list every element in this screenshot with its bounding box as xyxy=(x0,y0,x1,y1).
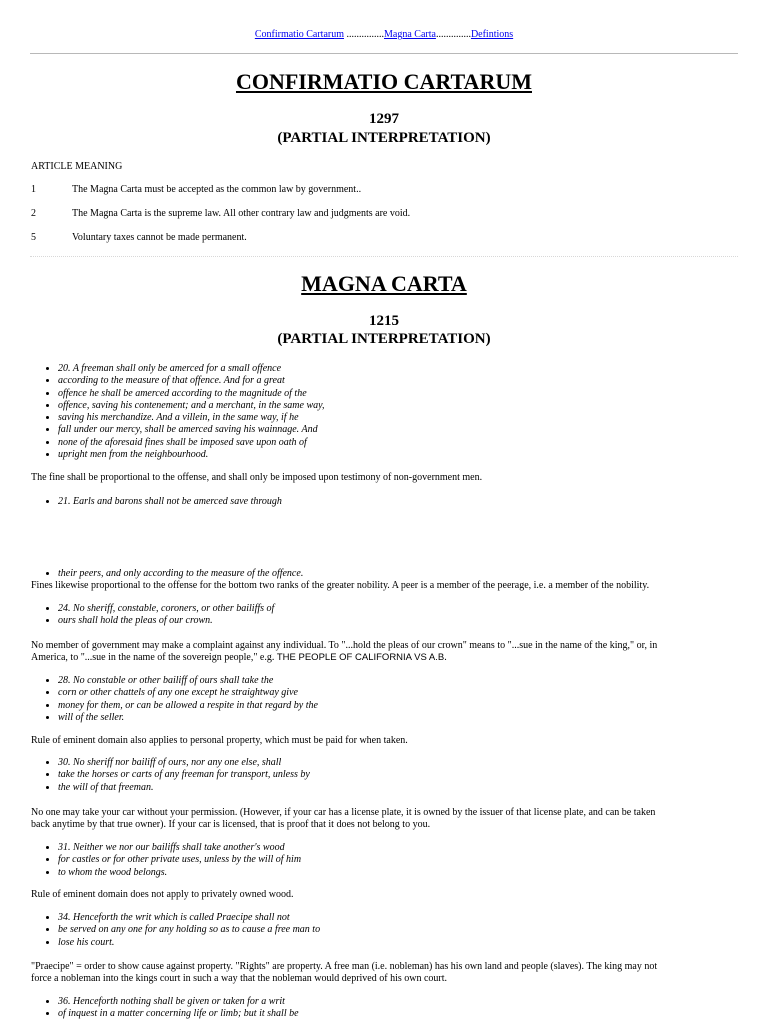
article-34-commentary-line2: force a nobleman into the kings court in such a way that the nobleman would deprived of his own court. xyxy=(31,973,448,984)
article-24-quote xyxy=(40,603,274,628)
case-title: THE PEOPLE OF CALIFORNIA VS A.B xyxy=(276,652,445,663)
quote-line: • 30. No sheriff nor bailiff of ours, nor any one else, shall xyxy=(58,757,310,769)
quote-line: • 28. No constable or other bailiff of ours shall take the xyxy=(58,675,318,687)
quote-line: • of inquest in a matter concerning life or limb; but it shall be xyxy=(58,1008,299,1020)
quote-line: • 20. A freeman shall only be amerced for a small offence xyxy=(58,363,325,375)
article-number: 5 xyxy=(31,232,36,243)
quote-line: • offence, saving his contenement; and a merchant, in the same way, xyxy=(58,400,325,412)
quote-line: • for castles or for other private uses, unless by the will of him xyxy=(58,854,301,866)
quote-line: • lose his court. xyxy=(58,937,320,949)
article-31-quote xyxy=(40,842,301,879)
article-31-commentary: Rule of eminent domain does not apply to privately owned wood. xyxy=(31,889,294,900)
article-meaning: Voluntary taxes cannot be made permanent. xyxy=(72,232,247,243)
quote-line: • 31. Neither we nor our bailiffs shall take another's wood xyxy=(58,842,301,854)
article-30-quote xyxy=(40,757,310,794)
article-34-quote xyxy=(40,912,320,949)
nav-link-magna-carta[interactable]: Magna Carta xyxy=(384,29,436,40)
commentary-text: . xyxy=(444,652,447,663)
quote-line: • 21. Earls and barons shall not be amerced save through xyxy=(58,496,282,508)
quote-line: • 24. No sheriff, constable, coroners, or other bailiffs of xyxy=(58,603,274,615)
nav-link-confirmatio-cartarum[interactable]: Confirmatio Cartarum xyxy=(254,29,344,40)
article-number: 2 xyxy=(31,208,36,219)
article-meaning: The Magna Carta is the supreme law. All other contrary law and judgments are void. xyxy=(72,208,411,219)
article-36-quote xyxy=(40,996,299,1021)
article-28-commentary: Rule of eminent domain also applies to personal property, which must be paid for when taken. xyxy=(31,735,408,746)
article-table-header: ARTICLE MEANING xyxy=(31,161,123,172)
quote-line: • the will of that freeman. xyxy=(58,782,310,794)
quote-line: • their peers, and only according to the measure of the offence. xyxy=(58,568,303,580)
quote-line: • upright men from the neighbourhood. xyxy=(58,449,325,461)
article-20-commentary: The fine shall be proportional to the offense, and shall only be imposed upon testimony of non-government men. xyxy=(31,472,483,483)
divider xyxy=(30,53,738,54)
confirmatio-year: 1297 xyxy=(369,111,399,127)
quote-line: • take the horses or carts of any freeman for transport, unless by xyxy=(58,769,310,781)
section-divider xyxy=(30,256,738,257)
magna-carta-subtitle: (PARTIAL INTERPRETATION) xyxy=(277,331,491,347)
quote-line: • money for them, or can be allowed a respite in that regard by the xyxy=(58,700,318,712)
quote-line: • 34. Henceforth the writ which is called Praecipe shall not xyxy=(58,912,320,924)
quote-line: • will of the seller. xyxy=(58,712,318,724)
article-21-quote-continued xyxy=(40,568,303,580)
quote-line: • be served on any one for any holding so as to cause a free man to xyxy=(58,924,320,936)
quote-line: • offence he shall be amerced according to the magnitude of the xyxy=(58,388,325,400)
article-30-commentary-line1: No one may take your car without your permission. (However, if your car has a license plate, it is owned by the issuer of that license plate, and can be taken xyxy=(31,807,656,818)
article-28-quote xyxy=(40,675,318,724)
quote-line: • saving his merchandize. And a villein, in the same way, if he xyxy=(58,412,325,424)
top-navigation xyxy=(0,29,768,41)
article-24-commentary-line2 xyxy=(31,652,447,664)
nav-separator: .............. xyxy=(435,29,471,40)
confirmatio-title: CONFIRMATIO CARTARUM xyxy=(235,69,532,94)
article-34-commentary-line1: "Praecipe" = order to show cause against property. "Rights" are property. A free man (i.e. nobleman) has his own land and people (slaves). The king may not xyxy=(31,961,658,972)
quote-line: • to whom the wood belongs. xyxy=(58,867,301,879)
article-21-commentary: Fines likewise proportional to the offense for the bottom two ranks of the greater nobility. A peer is a member of the peerage, i.e. a member of the nobility. xyxy=(31,580,650,591)
magna-carta-year: 1215 xyxy=(369,313,399,329)
quote-line: • according to the measure of that offence. And for a great xyxy=(58,375,325,387)
article-30-commentary-line2: back anytime by that true owner). If your car is licensed, that is proof that it does not belong to you. xyxy=(31,819,431,830)
confirmatio-subtitle: (PARTIAL INTERPRETATION) xyxy=(277,130,491,146)
nav-link-definitions[interactable]: Defintions xyxy=(470,29,514,40)
article-number: 1 xyxy=(31,184,36,195)
article-21-quote xyxy=(40,496,282,508)
quote-line: • 36. Henceforth nothing shall be given or taken for a writ xyxy=(58,996,299,1008)
quote-line: • ours shall hold the pleas of our crown. xyxy=(58,615,274,627)
quote-line: • none of the aforesaid fines shall be imposed save upon oath of xyxy=(58,437,325,449)
quote-line: • corn or other chattels of any one except he straightway give xyxy=(58,687,318,699)
quote-line: • fall under our mercy, shall be amerced saving his wainnage. And xyxy=(58,424,325,436)
article-20-quote xyxy=(40,363,325,461)
article-meaning: The Magna Carta must be accepted as the common law by government.. xyxy=(72,184,362,195)
magna-carta-title: MAGNA CARTA xyxy=(301,271,467,296)
nav-separator: ............... xyxy=(344,29,384,40)
article-24-commentary-line1: No member of government may make a complaint against any individual. To "...hold the pleas of our crown" means to "...sue in the name of the king," or, in xyxy=(31,640,658,651)
commentary-text: America, to "...sue in the name of the sovereign people," e.g. xyxy=(31,652,277,663)
